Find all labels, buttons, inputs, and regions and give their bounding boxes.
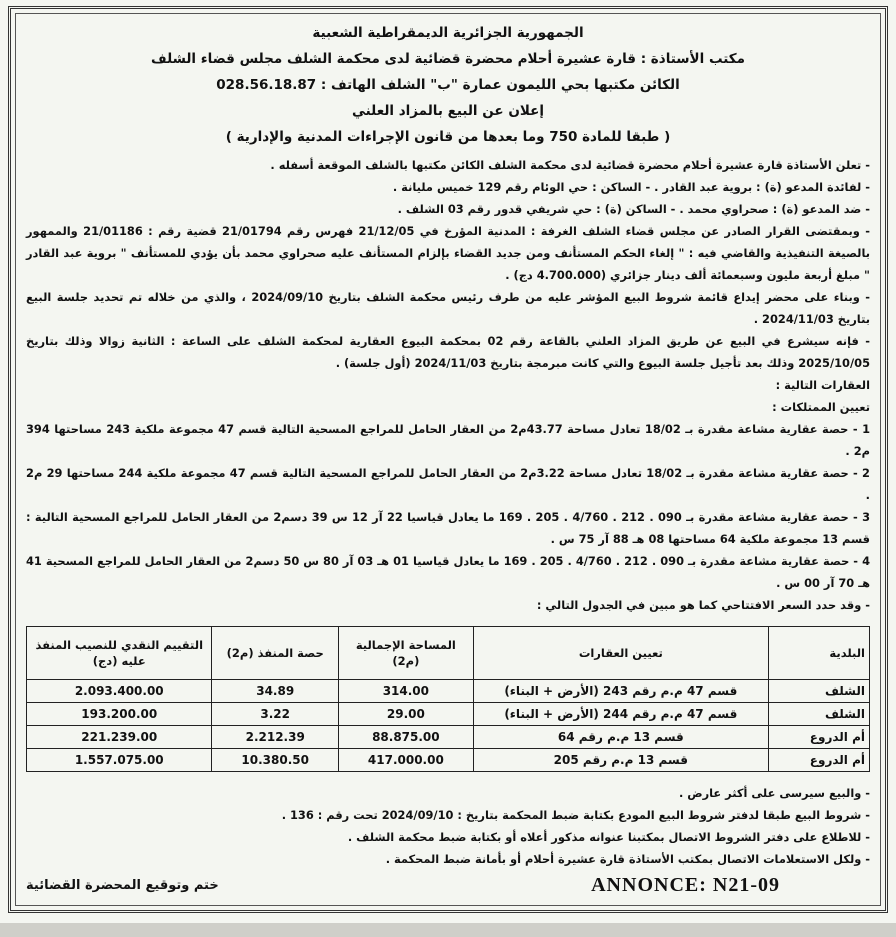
- property-item: 1 - حصة عقارية مشاعة مقدرة بـ 18/02 تعادل مساحة 43.77م2 من العقار الحامل للمراجع المسحية التالية قسم 47 مجموعة ملكية 243 مساحتها 394 م2 .: [26, 422, 871, 458]
- paragraph: - وبناء على محضر إيداع قائمة شروط البيع المؤشر عليه من طرف رئيس محكمة الشلف بتاريخ 2024/09/10 ، والذي من خلاله تم تحديد جلسة البيع بتاريخ 2024/11/03 .: [26, 290, 870, 326]
- table-cell: 2.212.39: [212, 726, 338, 749]
- property-item: 3 - حصة عقارية مشاعة مقدرة بـ 090 . 212 . 4/760 . 205 . 169 ما يعادل قياسيا 22 آر 12 س 39 دسم2 من العقار الحامل للمراجع المسحية التالية : قسم 13 مجموعة ملكية 64 مساحتها 08 هـ 88 آر 75 س .: [26, 510, 871, 546]
- signature-label: ختم وتوقيع المحضرة القضائية: [26, 878, 219, 893]
- table-row: [27, 749, 870, 772]
- table-cell: الشلف: [768, 703, 869, 726]
- legal-reference: ( طبقا للمادة 750 وما بعدها من قانون الإجراءات المدنية والإدارية ): [225, 129, 671, 145]
- page-edge: [0, 923, 896, 937]
- republic-title: الجمهورية الجزائرية الديمقراطية الشعبية: [312, 25, 584, 41]
- column-header: المساحة الإجمالية (م2): [338, 627, 473, 680]
- announcement-title: إعلان عن البيع بالمزاد العلني: [352, 103, 544, 119]
- property-item: 2 - حصة عقارية مشاعة مقدرة بـ 18/02 تعادل مساحة 3.22م2 من العقار الحامل للمراجع المسحية التالية قسم 47 مجموعة ملكية 244 مساحتها 29 م2 .: [26, 466, 870, 502]
- table-cell: الشلف: [768, 680, 869, 703]
- frame-inner-border: [15, 13, 881, 906]
- table-row: [27, 726, 870, 749]
- paragraph: - تعلن الأستاذة قارة عشيرة أحلام محضرة قضائية لدى محكمة الشلف الكائن مكتبها بالشلف الموقعة أسفله .: [270, 158, 870, 172]
- table-cell: 29.00: [338, 703, 473, 726]
- column-header: تعيين العقارات: [473, 627, 768, 680]
- table-cell: أم الدروع: [768, 726, 869, 749]
- announcement-header: [26, 20, 870, 150]
- table-cell: 88.875.00: [338, 726, 473, 749]
- footer-line: - والبيع سيرسى على أكثر عارض .: [678, 786, 870, 800]
- announcement-body: [26, 154, 870, 616]
- annonce-number: ANNONCE: N21-09: [591, 874, 780, 896]
- table-cell: 417.000.00: [338, 749, 473, 772]
- table-row: [27, 703, 870, 726]
- table-cell: 1.557.075.00: [27, 749, 212, 772]
- table-cell: 34.89: [212, 680, 338, 703]
- paragraph: - لفائدة المدعو (ة) : بروية عبد القادر . - الساكن : حي الوئام رقم 129 خميس مليانة .: [392, 180, 870, 194]
- paragraph: العقارات التالية :: [775, 378, 870, 392]
- column-header: البلدية: [768, 627, 869, 680]
- footer-line: - ولكل الاستعلامات الاتصال بمكتب الأستاذة قارة عشيرة أحلام أو بأمانة ضبط المحكمة .: [385, 852, 870, 866]
- table-cell: قسم 13 م.م رقم 64: [473, 726, 768, 749]
- announcement-footer: [26, 782, 870, 870]
- table-cell: قسم 13 م.م رقم 205: [473, 749, 768, 772]
- table-cell: 10.380.50: [212, 749, 338, 772]
- paragraph: - وقد حدد السعر الافتتاحي كما هو مبين في الجدول التالي :: [536, 598, 870, 612]
- table-row: [27, 680, 870, 703]
- table-cell: 193.200.00: [27, 703, 212, 726]
- table-cell: 221.239.00: [27, 726, 212, 749]
- table-cell: 2.093.400.00: [27, 680, 212, 703]
- column-header: حصة المنفذ (م2): [212, 627, 338, 680]
- closing-row: [26, 874, 870, 897]
- office-title: مكتب الأستاذة : قارة عشيرة أحلام محضرة قضائية لدى محكمة الشلف مجلس قضاء الشلف: [151, 51, 745, 67]
- footer-line: - للاطلاع على دفتر الشروط الاتصال بمكتبنا عنوانه مذكور أعلاه أو بكتابة ضبط محكمة الشلف .: [347, 830, 870, 844]
- price-table: [26, 626, 870, 772]
- table-cell: 3.22: [212, 703, 338, 726]
- paragraph: - وبمقتضى القرار الصادر عن مجلس قضاء الشلف الغرفة : المدنية المؤرخ في 21/12/05 فهرس رقم 21/01794 قضية رقم : 21/01186 والممهور بالصيغة التنفيذية والقاضي فيه : " إلغاء الحكم المستأنف ومن جديد القضاء بإلزام المستأنف عليه صحراوي محمد بأن يؤدي للمستأنف " بروية عبد القادر " مبلغ أربعة مليون وسبعمائة ألف دينار جزائري (4.700.000 دج) .: [26, 224, 870, 282]
- table-cell: 314.00: [338, 680, 473, 703]
- announcement-frame: [8, 6, 888, 913]
- table-cell: قسم 47 م.م رقم 244 (الأرض + البناء): [473, 703, 768, 726]
- paragraph: تعيين الممتلكات :: [772, 400, 870, 414]
- column-header: التقييم النقدي للنصيب المنفذ عليه (دج): [27, 627, 212, 680]
- property-item: 4 - حصة عقارية مشاعة مقدرة بـ 090 . 212 . 4/760 . 205 . 169 ما يعادل قياسيا 01 هـ 03 آر 80 س 50 دسم2 من العقار الحامل للمراجع المسحية 41 هـ 70 آر 00 س .: [26, 554, 870, 590]
- table-cell: أم الدروع: [768, 749, 869, 772]
- paragraph: - فإنه سيشرع في البيع عن طريق المزاد العلني بالقاعة رقم 02 بمحكمة البيوع العقارية لمحكمة الشلف على الساعة : الثانية زوالا وذلك بتاريخ 2025/10/05 وذلك بعد تأجيل جلسة البيوع والتي كانت مبرمجة بتاريخ 2024/11/03 (أول جلسة) .: [26, 334, 870, 370]
- table-header-row: [27, 627, 870, 680]
- footer-line: - شروط البيع طبقا لدفتر شروط البيع المودع بكتابة ضبط المحكمة بتاريخ : 2024/09/10 تحت رقم : 136 .: [281, 808, 870, 822]
- table-cell: قسم 47 م.م رقم 243 (الأرض + البناء): [473, 680, 768, 703]
- paragraph: - ضد المدعو (ة) : صحراوي محمد . - الساكن (ة) : حي شريفي قدور رقم 03 الشلف .: [397, 202, 870, 216]
- office-address: الكائن مكتبها بحي الليمون عمارة "ب" الشلف الهاتف : 028.56.18.87: [216, 77, 680, 93]
